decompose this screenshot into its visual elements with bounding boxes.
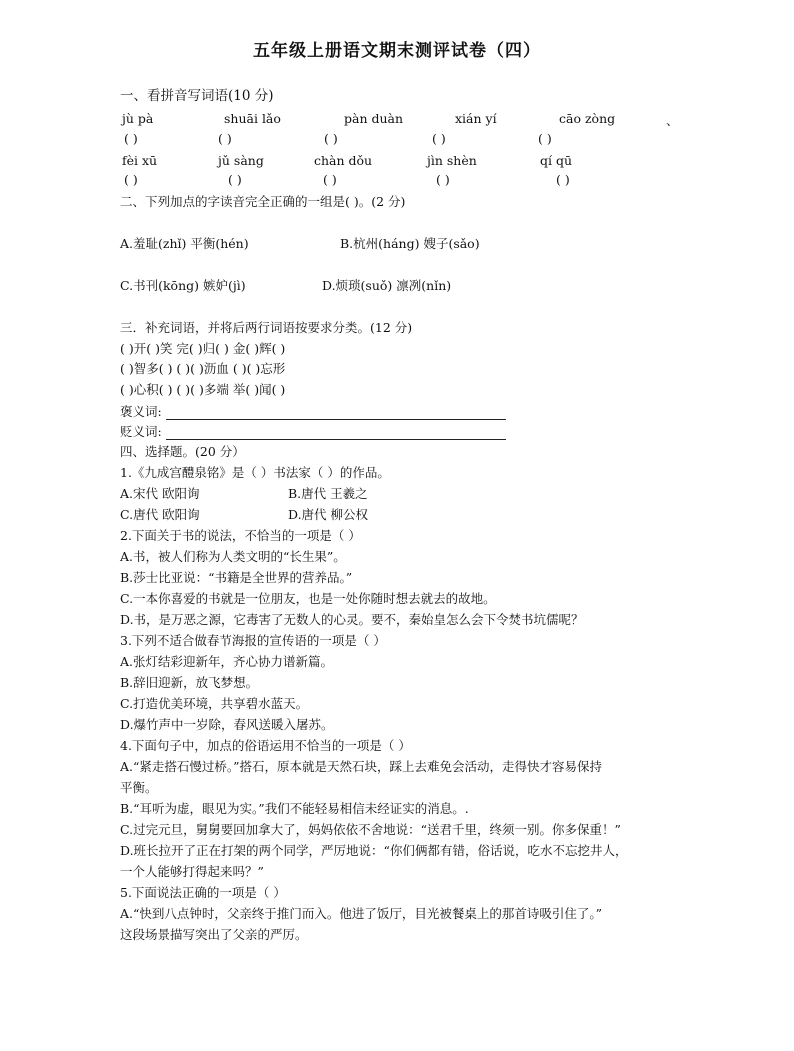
- q2-option-a: A.书，被人们称为人类文明的“长生果”。: [120, 549, 346, 564]
- derog-label: 贬义词:: [120, 424, 162, 439]
- praise-answer-line[interactable]: [166, 405, 506, 420]
- q1-option-a: A.宋代 欧阳询: [120, 486, 200, 501]
- q5-option-a-line1: A.“快到八点钟时，父亲终于推门而入。他进了饭厅，目光被餐桌上的那首诗吸引住了。”: [120, 906, 603, 921]
- q2-option-d: D.书，是万恶之源，它毒害了无数人的心灵。要不，秦始皇怎么会下令焚书坑儒呢？: [120, 612, 584, 627]
- answer-blank[interactable]: ( ): [432, 131, 446, 146]
- option-a: A.羞耻(zhǐ) 平衡(hén): [120, 236, 249, 251]
- pinyin-mark: 、: [666, 113, 679, 128]
- page-title: 五年级上册语文期末测评试卷（四）: [253, 41, 541, 61]
- question-3: 3.下列不适合做春节海报的宣传语的一项是（ ）: [120, 633, 386, 648]
- q2-option-c: C.一本你喜爱的书就是一位朋友，也是一处你随时想去就去的故地。: [120, 591, 496, 606]
- question-2: 2.下面关于书的说法，不恰当的一项是（ ）: [120, 528, 361, 543]
- q4-option-b: B.“耳听为虚，眼见为实。”我们不能轻易相信未经证实的消息。.: [120, 801, 469, 816]
- question-1: 1.《九成宫醴泉铭》是（ ）书法家（ ）的作品。: [120, 465, 390, 480]
- pinyin-10: qí qū: [540, 153, 573, 168]
- answer-blank[interactable]: ( ): [436, 172, 450, 187]
- q3-option-c: C.打造优美环境，共享碧水蓝天。: [120, 696, 309, 711]
- pinyin-6: fèi xū: [122, 153, 158, 168]
- q1-option-d: D.唐代 柳公权: [288, 507, 369, 522]
- pinyin-8: chàn dǒu: [314, 153, 373, 168]
- q2-option-b: B.莎士比亚说：“书籍是全世界的营养品。”: [120, 570, 353, 585]
- praise-label: 褒义词:: [120, 404, 162, 419]
- option-c: C.书刊(kōng) 嫉妒(jì): [120, 278, 246, 293]
- pinyin-3: pàn duàn: [344, 111, 404, 126]
- pinyin-4: xián yí: [455, 111, 497, 126]
- answer-blank[interactable]: ( ): [538, 131, 552, 146]
- answer-blank[interactable]: ( ): [124, 131, 138, 146]
- pinyin-9: jìn shèn: [427, 153, 477, 168]
- q4-option-c: C.过完元旦，舅舅要回加拿大了，妈妈依依不舍地说：“送君千里，终须一别。你多保重！”: [120, 822, 621, 837]
- q4-option-d-line2: 一个人能够打得起来吗？”: [120, 864, 264, 879]
- pinyin-7: jǔ sàng: [218, 153, 264, 168]
- section-1-heading: 一、看拼音写词语(10 分): [120, 88, 274, 104]
- answer-blank[interactable]: ( ): [324, 131, 338, 146]
- idiom-row-3: ( )心积( ) ( )( )多端 举( )闻( ): [120, 382, 286, 397]
- pinyin-5: cāo zòng: [559, 111, 616, 126]
- q3-option-b: B.辞旧迎新，放飞梦想。: [120, 675, 259, 690]
- answer-blank[interactable]: ( ): [323, 172, 337, 187]
- option-b: B.杭州(háng) 嫂子(sǎo): [340, 236, 480, 251]
- pinyin-1: jù pà: [122, 111, 154, 126]
- derog-answer-line[interactable]: [166, 425, 506, 440]
- q5-option-a-line2: 这段场景描写突出了父亲的严厉。: [120, 927, 308, 942]
- option-d: D.烦琐(suǒ) 凛冽(nǐn): [322, 278, 452, 293]
- q4-option-d-line1: D.班长拉开了正在打架的两个同学，严厉地说：“你们俩都有错，俗话说，吃水不忘挖井人，: [120, 843, 628, 858]
- answer-blank[interactable]: ( ): [556, 172, 570, 187]
- section-2-heading: 二、下列加点的字读音完全正确的一组是( )。(2 分): [120, 194, 406, 209]
- question-5: 5.下面说法正确的一项是（ ）: [120, 885, 286, 900]
- derog-line: [120, 424, 506, 440]
- q4-option-a-line1: A.“紧走搭石慢过桥。”搭石，原本就是天然石块，踩上去难免会活动，走得快才容易保持: [120, 759, 603, 774]
- q4-option-a-line2: 平衡。: [120, 780, 158, 795]
- praise-line: [120, 404, 506, 420]
- answer-blank[interactable]: ( ): [124, 172, 138, 187]
- answer-blank[interactable]: ( ): [228, 172, 242, 187]
- question-4: 4.下面句子中，加点的俗语运用不恰当的一项是（ ）: [120, 738, 411, 753]
- q1-option-c: C.唐代 欧阳询: [120, 507, 200, 522]
- q3-option-d: D.爆竹声中一岁除，春风送暖入屠苏。: [120, 717, 334, 732]
- section-4-heading: 四、选择题。(20 分）: [120, 444, 245, 459]
- q3-option-a: A.张灯结彩迎新年，齐心协力谱新篇。: [120, 654, 334, 669]
- idiom-row-2: ( )智多( ) ( )( )沥血 ( )( )忘形: [120, 361, 286, 376]
- pinyin-2: shuāi lǎo: [224, 111, 281, 126]
- q1-option-b: B.唐代 王羲之: [288, 486, 368, 501]
- section-3-heading: 三．补充词语，并将后两行词语按要求分类。(12 分): [120, 320, 413, 335]
- idiom-row-1: ( )开( )笑 完( )归( ) 金( )辉( ): [120, 341, 286, 356]
- answer-blank[interactable]: ( ): [218, 131, 232, 146]
